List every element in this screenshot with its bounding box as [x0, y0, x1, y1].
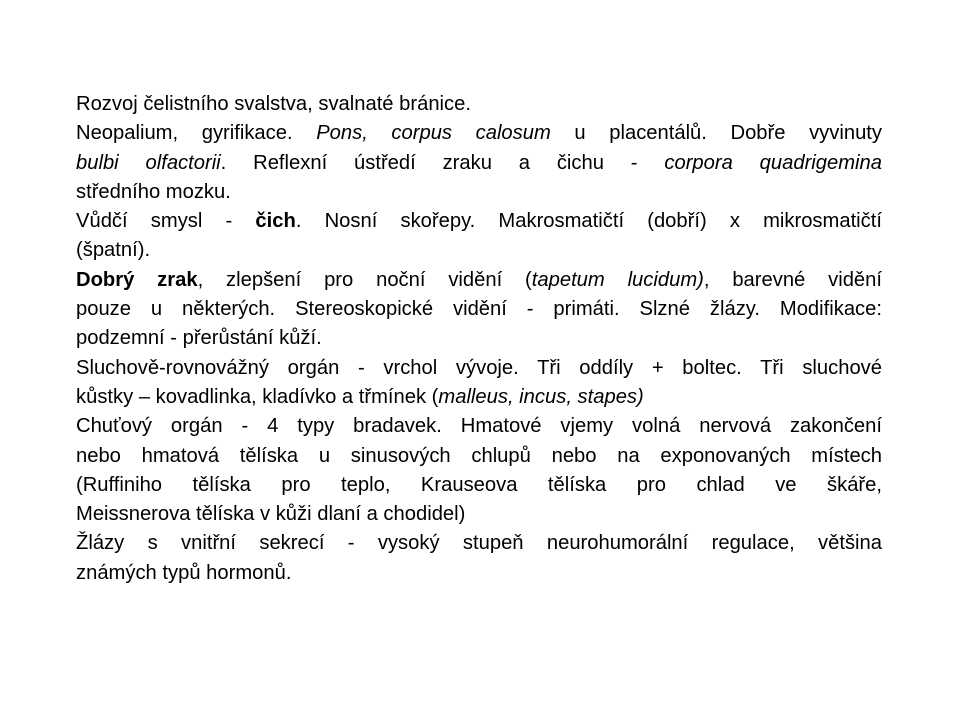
text-line — [76, 236, 882, 265]
text-line — [76, 500, 882, 529]
text-line — [76, 266, 882, 295]
paragraph-taste-touch — [76, 412, 882, 529]
text-run: (špatní). — [76, 239, 151, 262]
text-run: Vůdčí smysl - — [76, 210, 256, 233]
bold-term: čich — [255, 210, 296, 233]
text-run: středního mozku. — [76, 180, 231, 203]
text-run: u placentálů. Dobře vyvinuty — [550, 122, 883, 145]
text-line — [76, 90, 882, 119]
text-run: podzemní - přerůstání kůží. — [76, 327, 322, 350]
italic-term: corpora quadrigemina — [664, 151, 882, 174]
text-line — [76, 559, 882, 588]
italic-term: Pons, corpus calosum — [316, 122, 551, 145]
text-line — [76, 149, 882, 178]
text-run: , zlepšení pro noční vidění ( — [197, 268, 532, 291]
text-line — [76, 529, 882, 558]
paragraph-vision — [76, 266, 882, 354]
text-line — [76, 119, 882, 148]
text-run: Chuťový orgán - 4 typy bradavek. Hmatové vjemy volná nervová zakončení — [76, 415, 882, 438]
text-line — [76, 178, 882, 207]
text-line — [76, 295, 882, 324]
text-line — [76, 207, 882, 236]
paragraph-jaw-muscles — [76, 90, 882, 119]
text-run: pouze u některých. Stereoskopické vidění - primáti. Slzné žlázy. Modifikace: — [76, 298, 882, 321]
paragraph-neopallium — [76, 119, 882, 207]
text-run: Meissnerova tělíska v kůži dlaní a chodidel) — [76, 503, 466, 526]
text-run: Rozvoj čelistního svalstva, svalnaté bránice. — [76, 93, 471, 115]
text-line — [76, 471, 882, 500]
text-run: . Reflexní ústředí zraku a čichu - — [220, 151, 665, 174]
text-line — [76, 324, 882, 353]
italic-term: tapetum lucidum) — [531, 268, 704, 291]
text-line — [76, 412, 882, 441]
paragraph-smell — [76, 207, 882, 266]
text-run: nebo hmatová tělíska u sinusových chlupů nebo na exponovaných místech — [76, 444, 882, 467]
slide-body-text — [76, 90, 882, 588]
text-run: Sluchově-rovnovážný orgán - vrchol vývoje. Tři oddíly + boltec. Tři sluchové — [76, 356, 882, 379]
bold-term: Dobrý zrak — [76, 268, 198, 291]
paragraph-endocrine — [76, 529, 882, 588]
text-run: Neopalium, gyrifikace. — [76, 122, 317, 145]
text-run: známých typů hormonů. — [76, 561, 292, 584]
text-line — [76, 442, 882, 471]
text-run: kůstky – kovadlinka, kladívko a třmínek ( — [76, 385, 439, 408]
italic-term: bulbi olfactorii — [76, 151, 221, 174]
text-run: . Nosní skořepy. Makrosmatičtí (dobří) x mikrosmatičtí — [295, 210, 882, 233]
text-run: , barevné vidění — [703, 268, 882, 291]
text-line — [76, 354, 882, 383]
paragraph-hearing — [76, 354, 882, 413]
text-run: Žlázy s vnitřní sekrecí - vysoký stupeň neurohumorální regulace, většina — [76, 532, 882, 555]
text-run: (Ruffiniho tělíska pro teplo, Krauseova tělíska pro chlad ve škáře, — [76, 473, 882, 496]
text-line — [76, 383, 882, 412]
italic-term: malleus, incus, stapes) — [438, 385, 644, 408]
